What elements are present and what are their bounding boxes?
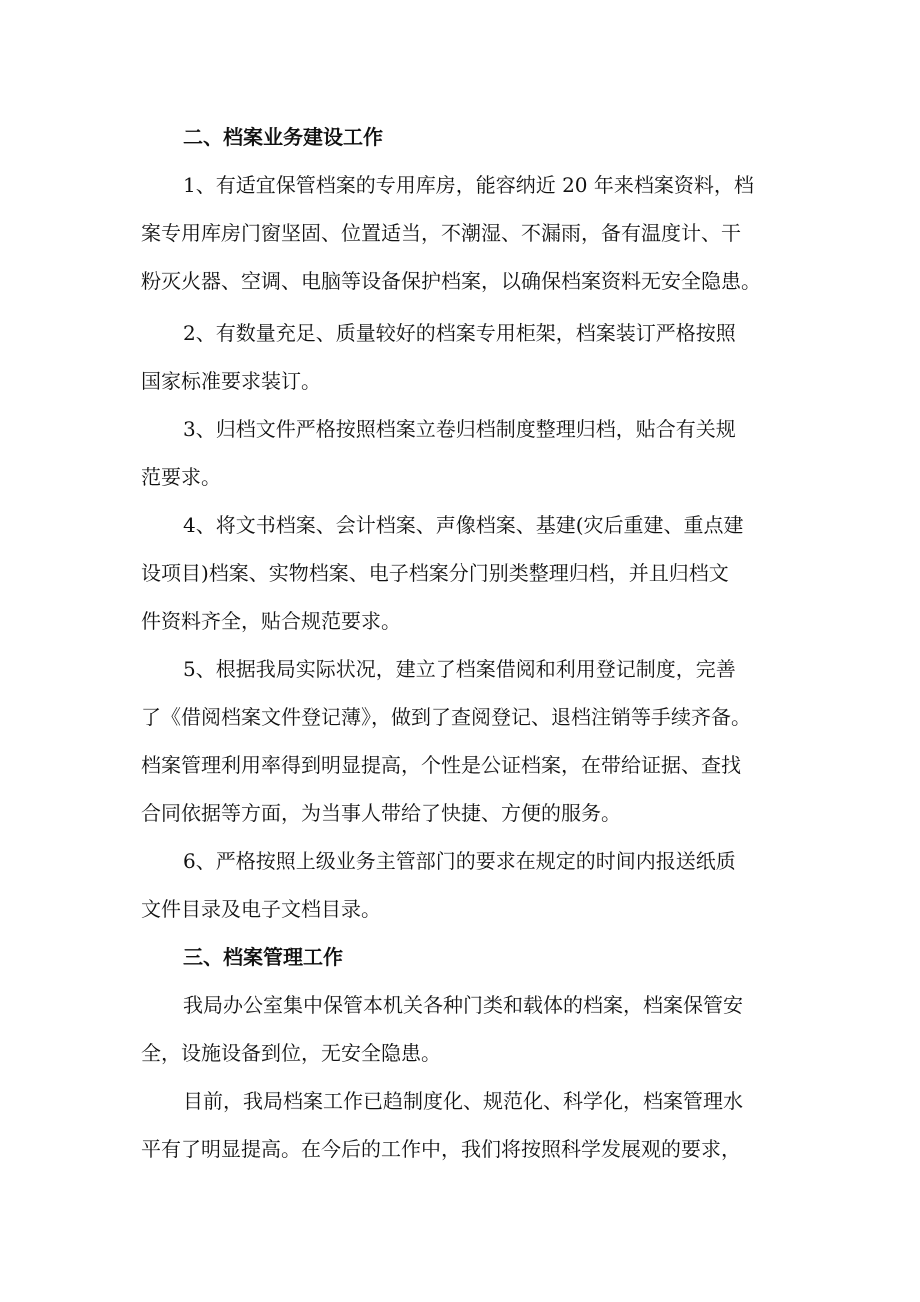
paragraph-line: 我局办公室集中保管本机关各种门类和载体的档案，档案保管安 [183,993,743,1017]
paragraph-line: 2、有数量充足、质量较好的档案专用柜架，档案装订严格按照 [183,321,736,345]
paragraph-line: 档案管理利用率得到明显提高，个性是公证档案，在带给证据、查找 [141,753,741,777]
paragraph-line: 设项目)档案、实物档案、电子档案分门别类整理归档，并且归档文 [141,561,729,585]
paragraph-line: 3、归档文件严格按照档案立卷归档制度整理归档，贴合有关规 [183,417,736,441]
paragraph-line: 范要求。 [141,465,221,489]
paragraph-line: 件资料齐全，贴合规范要求。 [141,609,401,633]
section-heading-3: 三、档案管理工作 [183,945,343,969]
paragraph-line: 国家标准要求装订。 [141,369,321,393]
section-heading-2: 二、档案业务建设工作 [183,125,383,149]
paragraph-line: 了《借阅档案文件登记薄》，做到了查阅登记、退档注销等手续齐备。 [141,705,751,729]
paragraph-line: 案专用库房门窗坚固、位置适当，不潮湿、不漏雨，备有温度计、干 [141,221,741,245]
paragraph-line: 4、将文书档案、会计档案、声像档案、基建(灾后重建、重点建 [183,513,744,537]
paragraph-line: 平有了明显提高。在今后的工作中，我们将按照科学发展观的要求， [141,1137,741,1161]
paragraph-line: 6、严格按照上级业务主管部门的要求在规定的时间内报送纸质 [183,849,736,873]
paragraph-line: 1、有适宜保管档案的专用库房，能容纳近 20 年来档案资料，档 [183,173,754,197]
paragraph-line: 文件目录及电子文档目录。 [141,897,381,921]
paragraph-line: 粉灭火器、空调、电脑等设备保护档案，以确保档案资料无安全隐患。 [141,269,761,293]
paragraph-line: 5、根据我局实际状况，建立了档案借阅和利用登记制度，完善 [183,657,736,681]
paragraph-line: 合同依据等方面，为当事人带给了快捷、方便的服务。 [141,801,621,825]
paragraph-line: 目前，我局档案工作已趋制度化、规范化、科学化，档案管理水 [183,1089,743,1113]
paragraph-line: 全，设施设备到位，无安全隐患。 [141,1041,441,1065]
